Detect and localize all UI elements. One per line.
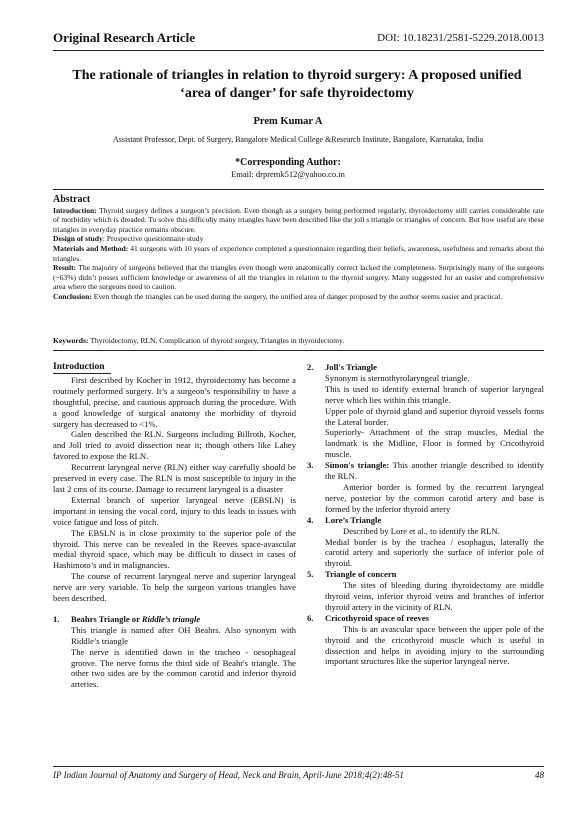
triangle-5-body: The sites of bleeding during thyroidectomy are middle thyroid veins, inferior thyroid veins and branches of inferior thyroid artery in the vicinity of RLN. (325, 580, 544, 612)
corresponding-email: Email: drpremk512@yahoo.co.in (231, 169, 345, 179)
triangle-4-heading: 4. Lore’s Triangle (307, 514, 382, 525)
abstract-methods: Materials and Method: 41 surgeons with 10 years of experience completed a questionnaire regarding their beliefs, awareness, usefulness and remarks about the triangles. (53, 243, 544, 263)
intro-paragraph: External branch of superior laryngeal nerve (EBSLN) is important in tensing the vocal cord, injury to this leads to issues with voice fatigue and loss of pitch. (53, 494, 296, 527)
triangle-5-heading: 5. Triangle of concern (307, 569, 397, 580)
page-number: 48 (535, 770, 544, 780)
intro-paragraph: First described by Kocher in 1912, thyroidectomy has become a routinely performed surgery. It’s a surgeon’s responsibility to have a thoughtful, precise, and cautious approach during the procedure. With a good knowledge of surgical anatomy the morbidity of thyroid surgery has decreased to <1%. (53, 374, 296, 429)
triangle-3-body: Anterior border is formed by the recurrent laryngeal nerve, posterior by the common carotid artery and base is formed by the inferior thyroid artery (325, 481, 544, 514)
journal-section-label: Original Research Article (53, 30, 196, 45)
page-header (53, 28, 544, 51)
triangle-4-body: Described by Lore et al., to identify the RLN. Medial border is by the trachea / esophagus, laterally the carotid artery and superiorly the surface of inferior pole of thyroid. (325, 525, 544, 569)
triangle-1-body: This triangle is named after OH Beahrs. Also synonym with Riddle’s triangle The nerve is identified down in the tracheo - oesophageal groove. The nerve forms the third side of Beahr's triangle. The other two sides are by the common carotid and inferior thyroid arteries. (71, 624, 296, 690)
intro-paragraph: The course of recurrent laryngeal nerve and superior laryngeal nerve are very variable. To help the surgeon various triangles have been described. (53, 571, 296, 604)
intro-paragraph: Galen described the RLN. Surgeons including Billroth, Kocher, and Joll tried to avoid dissection near it; though others like Lahey favored to expose the RLN. (53, 429, 296, 462)
keywords: Keywords: Thyroidectomy, RLN, Complication of thyroid surgery, Triangles in thyroidectomy. (53, 336, 345, 345)
abstract-heading: Abstract (53, 194, 91, 205)
triangle-1-heading: 1. Beahrs Triangle or Riddle’s triangle (53, 613, 201, 624)
right-column (307, 362, 544, 667)
page-footer (53, 766, 544, 783)
triangle-2-body: Synonym is sternothyrolaryngeal triangle. This is used to identify external branch of superior laryngeal nerve which lies within this triangle. Upper pole of thyroid gland and superior thyroid vessels forms the Lateral border. Superiorly- Attachment of the strap muscles, Medial the landmark is the Midline, Floor is formed by Cricothyroid muscle. (325, 372, 544, 460)
abstract-introduction: Introduction: Thyroid surgery defines a surgeon’s precision. Even though as a surgery being performed regularly, thyroidectomy still carries considerable rate of morbidity which is dreaded. To solve this difficulty many triangles have been described like the joll s triangle or triangles of concern. But how useful are these triangles in everyday practice remains obscure. (53, 205, 544, 234)
intro-paragraph: The EBSLN is in close proximity to the superior pole of the thyroid. This nerve can be revealed in the Reeves space-avascular medial thyroid space, which may be difficult to dissect in cases of Hashimoto’s and in malignancies. (53, 527, 296, 571)
footer-journal-citation: IP Indian Journal of Anatomy and Surgery of Head, Neck and Brain, April-June 2018;4(2):48-51 (53, 770, 404, 780)
triangle-6-heading: 6. Cricothyroid space of reeves (307, 612, 429, 623)
abstract-design: Design of study: Prospective questionnaire study (53, 234, 204, 244)
introduction-heading: Introduction (53, 362, 111, 374)
corresponding-author-label: *Corresponding Author: (235, 157, 341, 168)
doi: DOI: 10.18231/2581-5229.2018.0013 (377, 32, 544, 44)
author-name: Prem Kumar A (253, 116, 323, 127)
author-affiliation: Assistant Professor, Dept. of Surgery, Bangalore Medical College &Research Institute, Bangalore, Karnataka, India (112, 135, 484, 144)
abstract-section (53, 189, 544, 351)
triangle-3-heading: 3. Simon's triangle: This another triangle described to identify the RLN. (307, 460, 544, 482)
abstract-result: Result: The majority of surgeons believed that the triangles even though were anatomically correct lacked the completeness. Surprisingly many of the surgeons (~63%) didn’t posses sufficient knowledge or awareness of all the triangles in relation to the thyroid surgery. Many suggested for an easier and comprehensive area where the surgeons need to caution. (53, 263, 544, 292)
article-title: The rationale of triangles in relation to thyroid surgery: A proposed unified ‘area of danger’ for safe thyroidectomy (72, 68, 522, 101)
abstract-conclusion: Conclusion: Even though the triangles can be used during the surgery, the unified area of danger proposed by the author seems easier and practical. (53, 291, 503, 301)
intro-paragraph: Recurrent laryngeal nerve (RLN) either way carefully should be preserved in every case. The RLN is most susceptible to injury in the last 2 cms of its course. Damage to recurrent laryngeal is a disaster (53, 462, 296, 494)
triangle-6-body: This is an avascular space between the upper pole of the thyroid and the cricothyroid muscle which is useful in dissection and helps in avoiding injury to the surrounding important structures like the superior laryngeal nerve. (325, 623, 544, 667)
left-column (53, 362, 296, 690)
triangle-2-heading: 2. Joll's Triangle (307, 362, 377, 372)
